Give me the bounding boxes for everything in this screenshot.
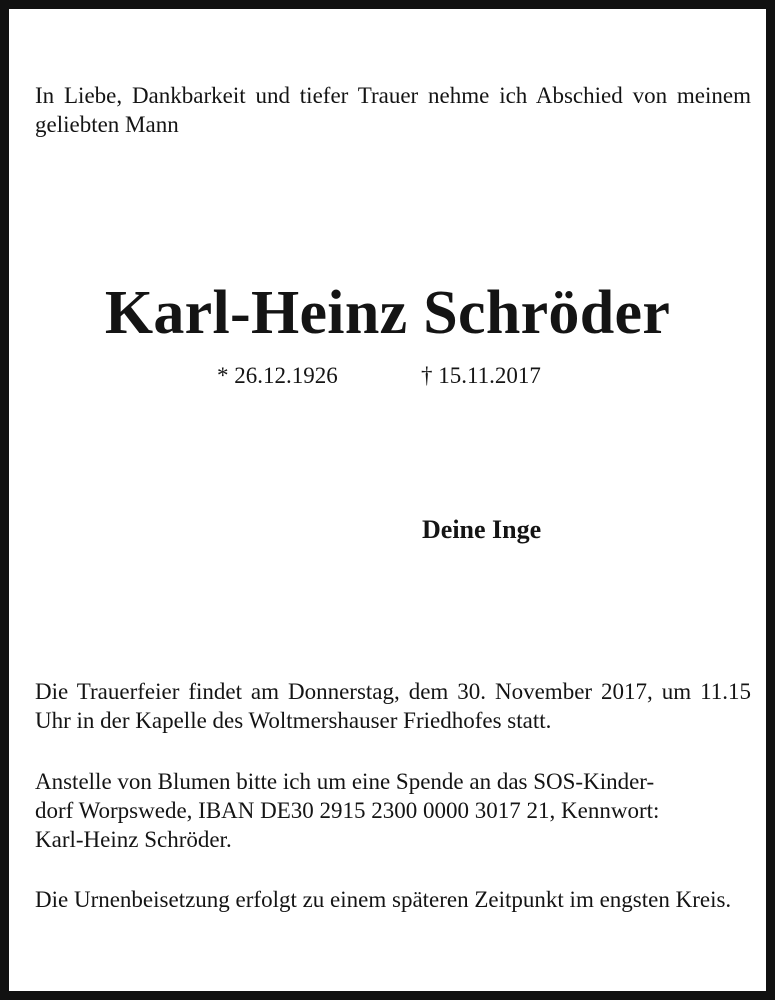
- donation-text: [35, 767, 751, 854]
- death-date: † 15.11.2017: [421, 363, 541, 388]
- deceased-name: Karl-Heinz Schröder: [104, 279, 671, 347]
- ceremony-text: Die Trauerfeier findet am Donnerstag, dem 30. November 2017, um 11.15 Uhr in der Kapelle des Woltmershauser Friedhofes statt.: [35, 679, 751, 733]
- signature: Deine Inge: [422, 515, 542, 544]
- intro-text: In Liebe, Dankbarkeit und tiefer Trauer nehme ich Abschied von meinem geliebten Mann: [35, 83, 751, 137]
- burial-text: Die Urnenbeisetzung erfolgt zu einem späteren Zeitpunkt im engsten Kreis.: [35, 887, 732, 912]
- donation-line: dorf Worpswede, IBAN DE30 2915 2300 0000 3017 21, Kennwort:: [35, 798, 660, 823]
- donation-line: Anstelle von Blumen bitte ich um eine Spende an das SOS-Kinder-: [35, 769, 655, 794]
- birth-date: * 26.12.1926: [217, 363, 338, 388]
- donation-line: Karl-Heinz Schröder.: [35, 827, 232, 852]
